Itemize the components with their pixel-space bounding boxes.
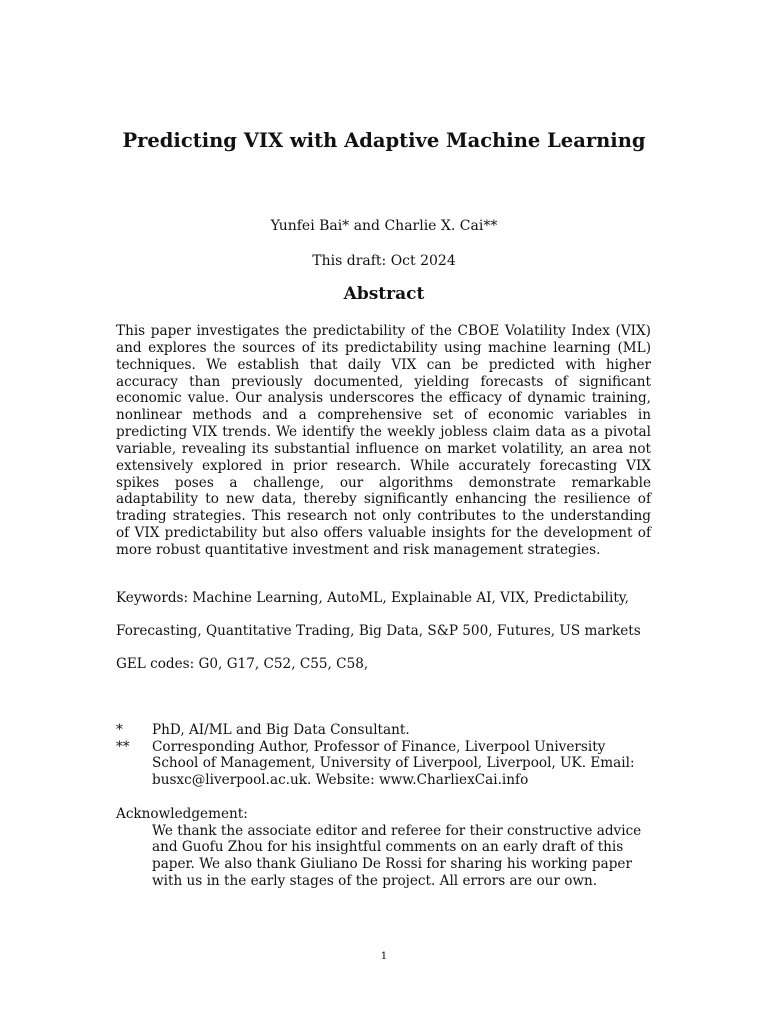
draft-date: This draft: Oct 2024	[312, 253, 456, 269]
footnote-item	[116, 739, 651, 789]
footnote-text: Corresponding Author, Professor of Finance, Liverpool University School of Management, University of Liverpool, Liverpool, UK. Email: busxc@liverpool.ac.uk. Website: www.CharliexCai.info	[152, 738, 635, 789]
footnote-item	[116, 722, 651, 739]
keywords-line-1: Keywords: Machine Learning, AutoML, Explainable AI, VIX, Predictability,	[116, 590, 629, 606]
abstract-heading: Abstract	[343, 284, 425, 304]
keywords-line-2: Forecasting, Quantitative Trading, Big Data, S&P 500, Futures, US markets	[116, 623, 641, 639]
acknowledgement-section	[116, 806, 651, 890]
acknowledgement-text: We thank the associate editor and referee for their constructive advice and Guofu Zhou for his insightful comments on an early draft of this paper. We also thank Giuliano De Rossi for sharing his working paper with us in the early stages of the project. All errors are our own.	[152, 822, 642, 889]
page-number: 1	[380, 950, 388, 962]
author-line: Yunfei Bai* and Charlie X. Cai**	[270, 218, 498, 234]
footnotes	[116, 722, 651, 789]
paper-title: Predicting VIX with Adaptive Machine Learning	[122, 129, 646, 152]
footnote-mark: **	[116, 738, 130, 755]
gel-codes: GEL codes: G0, G17, C52, C55, C58,	[116, 656, 369, 672]
footnote-text: PhD, AI/ML and Big Data Consultant.	[152, 722, 410, 738]
abstract-text: This paper investigates the predictability of the CBOE Volatility Index (VIX) and explores the sources of its predictability using machine learning (ML) techniques. We establish that daily VIX can be predicted with higher accuracy than previously documented, yielding forecasts of significant economic value. Our analysis underscores the efficacy of dynamic training, nonlinear methods and a comprehensive set of economic variables in predicting VIX trends. We identify the weekly jobless claim data as a pivotal variable, revealing its substantial influence on market volatility, an area not extensively explored in prior research. While accurately forecasting VIX spikes poses a challenge, our algorithms demonstrate remarkable adaptability to new data, thereby significantly enhancing the resilience of trading strategies. This research not only contributes to the understanding of VIX predictability but also offers valuable insights for the development of more robust quantitative investment and risk management strategies.	[116, 323, 651, 558]
footnote-mark: *	[116, 722, 123, 738]
acknowledgement-heading: Acknowledgement:	[116, 806, 248, 822]
